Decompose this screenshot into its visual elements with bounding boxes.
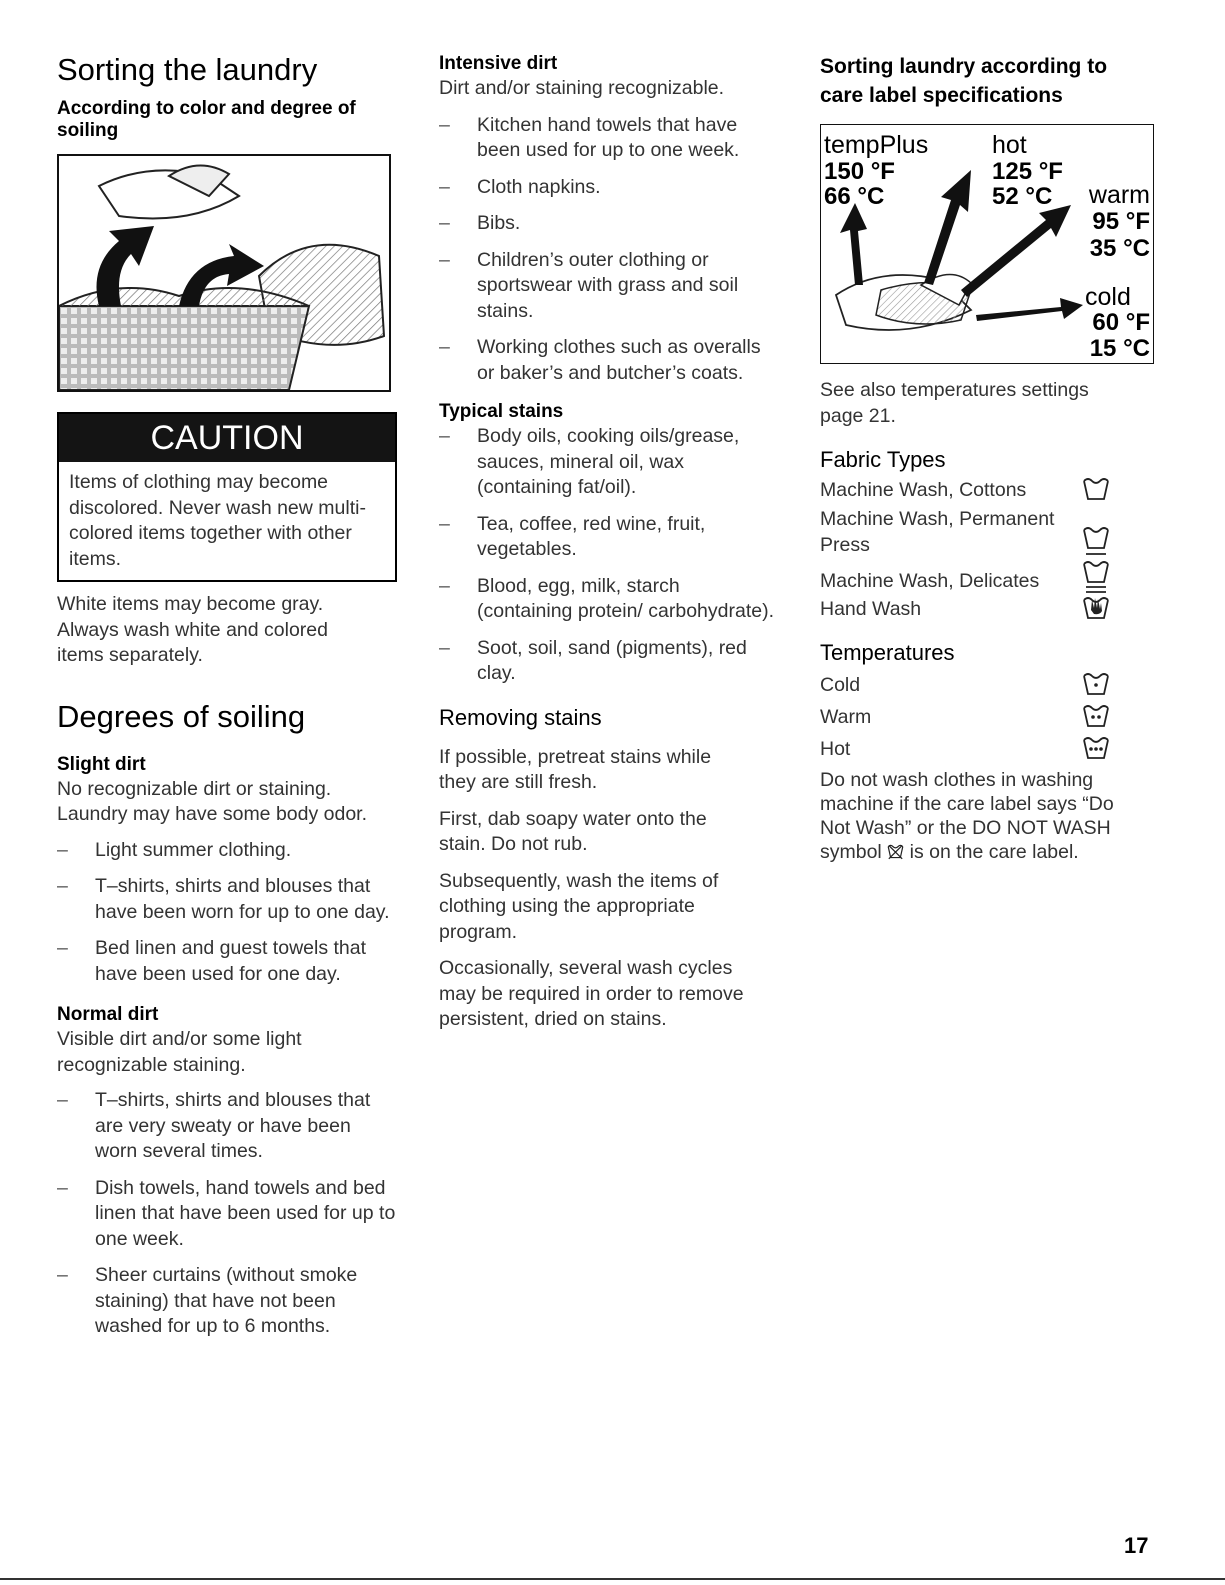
temperature-row (820, 702, 1160, 730)
white-items-note: White items may become gray. Always wash white and colored items separately. (57, 593, 328, 666)
fabric-row (820, 594, 1160, 622)
middle-column (439, 48, 779, 1033)
slight-dirt-intro: No recognizable dirt or staining. Laundry may have some body odor. (57, 777, 368, 825)
hot-c: 52 °C (992, 183, 1053, 210)
caution-text: Items of clothing may become discolored. Never wash new multi-colored items together with other items. (69, 471, 366, 570)
do-not-wash-text: Do not wash clothes in washing machine if the care label says “Do Not Wash” or the DO NOT WASH symbol (820, 769, 1114, 863)
wash-two-dots-icon (1082, 702, 1110, 730)
laundry-basket-illustration (57, 154, 391, 392)
fabric-row (820, 507, 1160, 558)
left-column (57, 48, 397, 1351)
temperature-label: Hot (820, 737, 851, 760)
list-item: – Blood, egg, milk, starch (containing protein/ carbohydrate). (439, 574, 779, 625)
temperature-row (820, 734, 1160, 762)
temperature-row (820, 670, 1160, 698)
list-item: – Kitchen hand towels that have been used for up to one week. (439, 113, 779, 164)
normal-dirt-list (57, 1088, 397, 1340)
list-item: – T–shirts, shirts and blouses that are very sweaty or have been worn several times. (57, 1088, 397, 1165)
do-not-wash-icon (887, 843, 904, 860)
caution-heading: CAUTION (59, 414, 395, 462)
wash-one-dot-icon (1082, 670, 1110, 698)
wash-tub-one-bar-icon (1082, 524, 1110, 558)
removing-paragraph: Occasionally, several wash cycles may be required in order to remove persistent, dried on stains. (439, 957, 744, 1030)
fabric-label: Hand Wash (820, 597, 922, 620)
intensive-dirt-list (439, 113, 779, 387)
slight-dirt-list (57, 838, 397, 988)
section-title-sorting: Sorting the laundry (57, 52, 318, 87)
intensive-dirt-heading: Intensive dirt (439, 53, 558, 74)
fabric-types-heading: Fabric Types (820, 447, 946, 472)
hot-f: 125 °F (992, 158, 1063, 185)
removing-stains-heading: Removing stains (439, 704, 602, 730)
tempplus-c: 66 °C (824, 183, 885, 210)
list-item: – Working clothes such as overalls or baker’s and butcher’s coats. (439, 335, 779, 386)
warm-c: 35 °C (1089, 235, 1150, 262)
normal-dirt-heading: Normal dirt (57, 1004, 159, 1025)
list-item: – Bibs. (439, 211, 779, 237)
section-title-degrees: Degrees of soiling (57, 698, 306, 734)
temperature-diagram (820, 124, 1154, 364)
list-item: – Soot, soil, sand (pigments), red clay. (439, 636, 779, 687)
list-item: – Dish towels, hand towels and bed linen that have been used for up to one week. (57, 1176, 397, 1253)
temperature-label: Cold (820, 673, 861, 696)
list-item: – Children’s outer clothing or sportswear with grass and soil stains. (439, 248, 779, 325)
warm-f: 95 °F (1092, 208, 1150, 235)
intensive-dirt-intro: Dirt and/or staining recognizable. (439, 77, 725, 99)
list-item: – T–shirts, shirts and blouses that have been worn for up to one day. (57, 874, 397, 925)
fabric-label: Machine Wash, Permanent Press (820, 508, 1055, 556)
care-label-heading: Sorting laundry according to care label specifications (820, 55, 1108, 107)
do-not-wash-note (820, 768, 1125, 864)
tempplus-f: 150 °F (824, 158, 895, 185)
fabric-types-list (820, 475, 1160, 622)
list-item: – Cloth napkins. (439, 175, 779, 201)
right-column (820, 48, 1160, 864)
typical-stains-list (439, 424, 779, 687)
page-number: 17 (1124, 1533, 1149, 1558)
list-item: – Body oils, cooking oils/grease, sauces, mineral oil, wax (containing fat/oil). (439, 424, 779, 501)
list-item: – Tea, coffee, red wine, fruit, vegetables. (439, 512, 779, 563)
removing-paragraph: First, dab soapy water onto the stain. Do not rub. (439, 807, 707, 855)
fabric-row (820, 560, 1160, 594)
bottom-rule (0, 1578, 1225, 1580)
list-item: – Light summer clothing. (57, 838, 397, 864)
section-subtitle: According to color and degree of soiling (57, 98, 356, 141)
warm-label: warm (1088, 181, 1150, 209)
tempplus-label: tempPlus (824, 131, 929, 159)
laundry-basket-drawing (59, 156, 389, 390)
normal-dirt-intro: Visible dirt and/or some light recognizable staining. (57, 1028, 302, 1076)
slight-dirt-heading: Slight dirt (57, 753, 146, 775)
wash-three-dots-icon (1082, 734, 1110, 762)
typical-stains-heading: Typical stains (439, 401, 564, 422)
fabric-row (820, 475, 1160, 503)
fabric-label: Machine Wash, Delicates (820, 569, 1040, 592)
see-also-note: See also temperatures settings page 21. (820, 379, 1089, 427)
removing-paragraph: Subsequently, wash the items of clothing using the appropriate program. (439, 869, 719, 943)
list-item: – Sheer curtains (without smoke staining) that have not been washed for up to 6 months. (57, 1263, 397, 1340)
temperatures-list (820, 670, 1160, 762)
fabric-label: Machine Wash, Cottons (820, 478, 1027, 501)
temperatures-heading: Temperatures (820, 640, 955, 665)
hot-label: hot (992, 131, 1027, 159)
wash-tub-icon (1082, 475, 1110, 503)
temperature-label: Warm (820, 705, 872, 728)
hand-wash-icon (1082, 594, 1110, 622)
caution-box (57, 412, 397, 582)
cold-label: cold (1085, 283, 1131, 311)
removing-paragraph: If possible, pretreat stains while they are still fresh. (439, 745, 712, 793)
do-not-wash-text-end: is on the care label. (909, 841, 1079, 863)
cold-f: 60 °F (1092, 309, 1150, 336)
list-item: – Bed linen and guest towels that have been used for one day. (57, 936, 397, 987)
wash-tub-two-bars-icon (1082, 560, 1110, 594)
cold-c: 15 °C (1089, 335, 1150, 362)
